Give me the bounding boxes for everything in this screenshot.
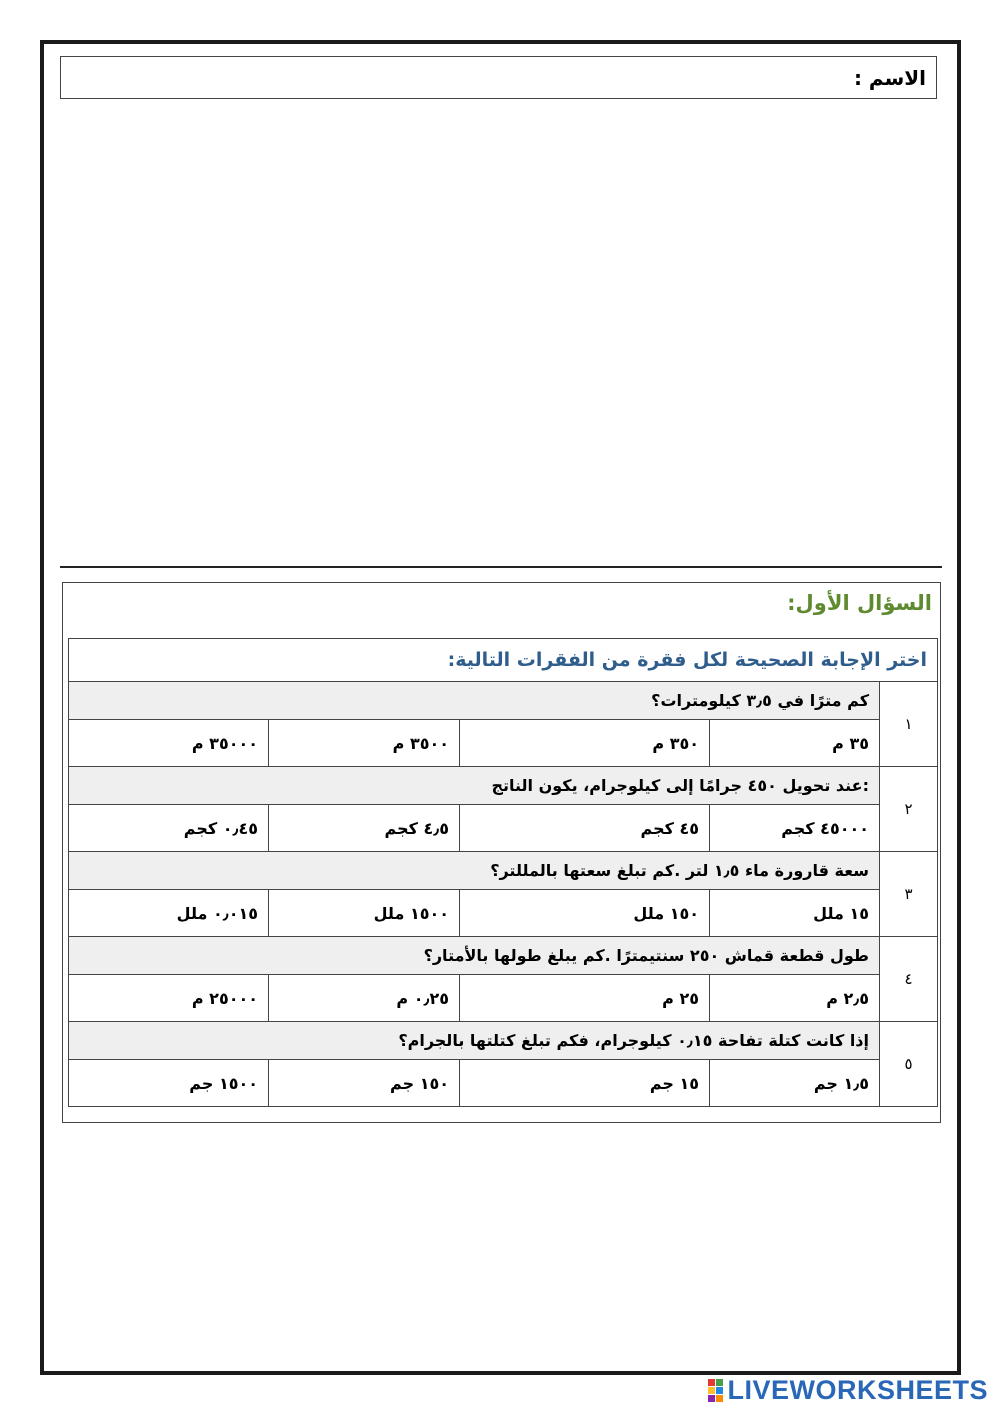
question-section [62,582,941,1123]
answer-row [69,805,938,852]
question-number: ١ [880,682,938,767]
answer-option[interactable]: ٣٥ م [710,720,880,767]
question-text: :عند تحويل ٤٥٠ جرامًا إلى كيلوجرام، يكون الناتج [69,767,880,805]
logo-icon [708,1379,723,1402]
answer-option[interactable]: ٤٥ كجم [460,805,710,852]
section-title: السؤال الأول: [787,591,932,615]
question-row [69,1022,938,1060]
logo-text: LIVEWORKSHEETS [727,1375,988,1405]
question-text: إذا كانت كتلة تفاحة ٠٫١٥ كيلوجرام، فكم تبلغ كتلتها بالجرام؟ [69,1022,880,1060]
question-row [69,767,938,805]
answer-row [69,720,938,767]
name-label: الاسم : [853,65,926,90]
answer-option[interactable]: ١٥٠ جم [269,1060,460,1107]
answer-option[interactable]: ٤٫٥ كجم [269,805,460,852]
answer-option[interactable]: ١٥ جم [460,1060,710,1107]
worksheet-frame [40,40,961,1375]
answer-option[interactable]: ٠٫٠١٥ ملل [69,890,269,937]
questions-table [68,638,938,1107]
answer-option[interactable]: ١٫٥ جم [710,1060,880,1107]
answer-option[interactable]: ٣٥٠٠٠ م [69,720,269,767]
answer-option[interactable]: ١٥٠٠ جم [69,1060,269,1107]
liveworksheets-logo[interactable] [708,1375,988,1406]
answer-option[interactable]: ٠٫٢٥ م [269,975,460,1022]
divider [60,566,942,568]
question-row [69,682,938,720]
question-number: ٢ [880,767,938,852]
answer-option[interactable]: ٢٥ م [460,975,710,1022]
question-number: ٣ [880,852,938,937]
question-text: سعة قارورة ماء ١٫٥ لتر .كم تبلغ سعتها بالمللتر؟ [69,852,880,890]
answer-option[interactable]: ٢٥٠٠٠ م [69,975,269,1022]
question-number: ٤ [880,937,938,1022]
name-field[interactable] [60,56,937,99]
answer-option[interactable]: ٣٥٠ م [460,720,710,767]
answer-option[interactable]: ١٥٠ ملل [460,890,710,937]
question-number: ٥ [880,1022,938,1107]
question-text: طول قطعة قماش ٢٥٠ سنتيمترًا .كم يبلغ طولها بالأمتار؟ [69,937,880,975]
question-row [69,852,938,890]
answer-option[interactable]: ٤٥٠٠٠ كجم [710,805,880,852]
answer-row [69,1060,938,1107]
answer-row [69,975,938,1022]
answer-row [69,890,938,937]
answer-option[interactable]: ١٥ ملل [710,890,880,937]
question-row [69,937,938,975]
answer-option[interactable]: ٣٥٠٠ م [269,720,460,767]
answer-option[interactable]: ٠٫٤٥ كجم [69,805,269,852]
question-text: كم مترًا في ٣٫٥ كيلومترات؟ [69,682,880,720]
answer-option[interactable]: ١٥٠٠ ملل [269,890,460,937]
answer-option[interactable]: ٢٫٥ م [710,975,880,1022]
instruction-text: اختر الإجابة الصحيحة لكل فقرة من الفقرات التالية: [69,639,938,682]
